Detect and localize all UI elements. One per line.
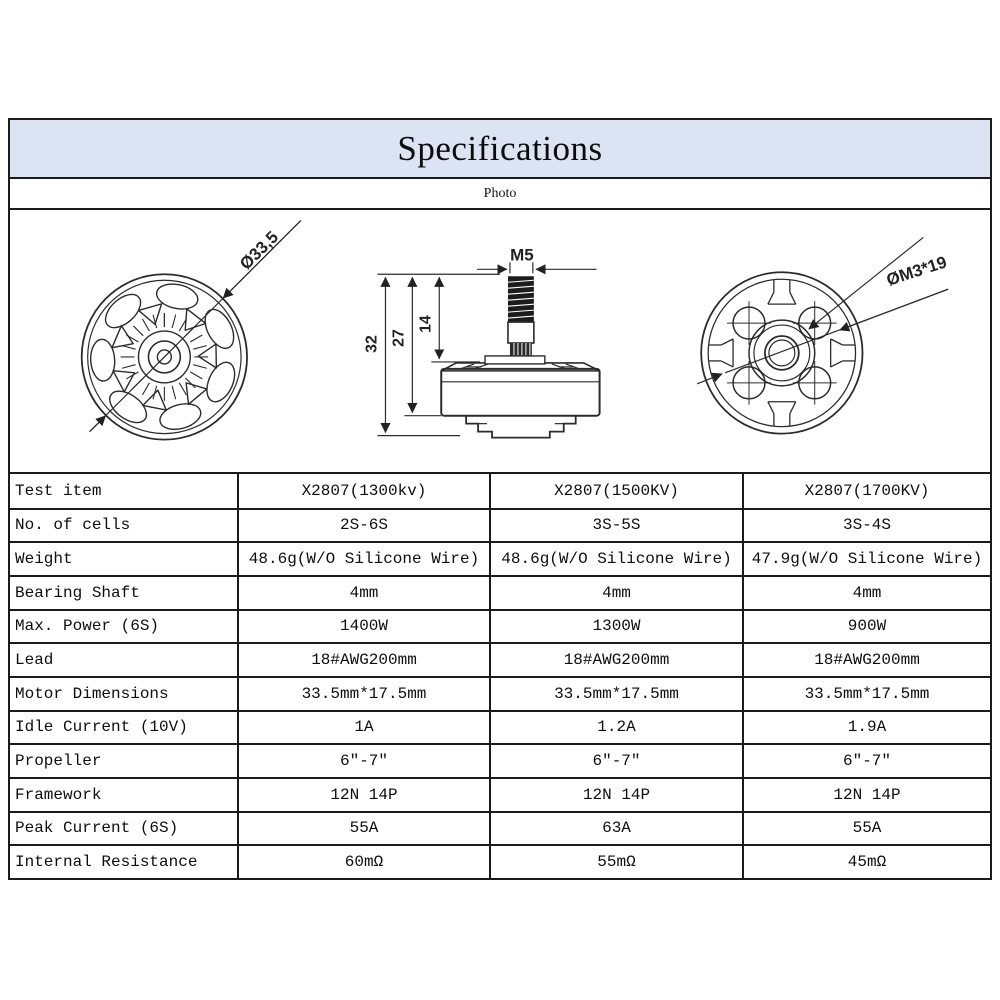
sheet-title-text: Specifications — [397, 128, 603, 168]
spec-cell: 6″-7″ — [742, 745, 990, 777]
spec-row-label: Propeller — [15, 752, 102, 771]
sheet-title — [10, 120, 990, 179]
spec-cell: 12N 14P — [237, 779, 489, 811]
spec-cell: 1.9A — [742, 712, 990, 744]
spec-cell: 1400W — [237, 611, 489, 643]
spec-table-row — [10, 642, 990, 676]
spec-cell: 47.9g(W/O Silicone Wire) — [742, 543, 990, 575]
spec-row-label: Weight — [15, 550, 73, 569]
spec-sheet — [8, 118, 992, 880]
spec-row-label: No. of cells — [15, 516, 131, 535]
spec-cell: 55A — [237, 813, 489, 845]
spec-table-body — [10, 474, 990, 878]
spec-table-row — [10, 609, 990, 643]
spec-cell: 1A — [237, 712, 489, 744]
spec-table-row — [10, 575, 990, 609]
spec-cell: 33.5mm*17.5mm — [237, 678, 489, 710]
spec-row-label: Motor Dimensions — [15, 684, 169, 703]
spec-table-row — [10, 777, 990, 811]
side-height-27-label: 27 — [390, 329, 408, 347]
spec-cell: X2807(1700KV) — [742, 474, 990, 508]
back-mount-label: ØM3*19 — [884, 252, 950, 290]
side-shaft-14-label: 14 — [417, 315, 435, 333]
spec-cell: X2807(1500KV) — [489, 474, 742, 508]
spec-row-label: Peak Current (6S) — [15, 819, 179, 838]
spec-table-row — [10, 541, 990, 575]
spec-cell: 900W — [742, 611, 990, 643]
spec-cell: 6″-7″ — [489, 745, 742, 777]
spec-cell: 55mΩ — [489, 846, 742, 878]
spec-table-row — [10, 474, 990, 508]
spec-cell: 2S-6S — [237, 510, 489, 542]
spec-table-row — [10, 508, 990, 542]
spec-cell: X2807(1300kv) — [237, 474, 489, 508]
spec-cell: 45mΩ — [742, 846, 990, 878]
back-view-drawing — [697, 237, 949, 433]
spec-table-row — [10, 844, 990, 878]
spec-cell: 63A — [489, 813, 742, 845]
spec-table-row — [10, 676, 990, 710]
spec-row-label: Lead — [15, 651, 54, 670]
spec-cell: 4mm — [489, 577, 742, 609]
spec-row-label: Max. Power (6S) — [15, 617, 160, 636]
spec-table-row — [10, 811, 990, 845]
spec-cell: 18#AWG200mm — [237, 644, 489, 676]
spec-cell: 18#AWG200mm — [742, 644, 990, 676]
spec-cell: 3S-5S — [489, 510, 742, 542]
spec-row-label: Test item — [15, 481, 102, 500]
spec-cell: 33.5mm*17.5mm — [489, 678, 742, 710]
side-view-m5-dimension — [477, 262, 597, 273]
spec-cell: 3S-4S — [742, 510, 990, 542]
side-m5-label: M5 — [510, 245, 534, 265]
photo-label: Photo — [483, 185, 517, 201]
spec-row-label: Idle Current (10V) — [15, 718, 188, 737]
spec-cell: 4mm — [237, 577, 489, 609]
side-view-height-dimensions — [378, 274, 501, 435]
back-view-dimension — [697, 237, 948, 383]
spec-row-label: Framework — [15, 785, 102, 804]
spec-table-row — [10, 743, 990, 777]
side-height-32-label: 32 — [363, 335, 381, 353]
technical-drawings — [10, 210, 990, 474]
spec-cell: 6″-7″ — [237, 745, 489, 777]
spec-cell: 1.2A — [489, 712, 742, 744]
spec-cell: 33.5mm*17.5mm — [742, 678, 990, 710]
spec-cell: 55A — [742, 813, 990, 845]
spec-cell: 48.6g(W/O Silicone Wire) — [237, 543, 489, 575]
spec-row-label: Bearing Shaft — [15, 583, 140, 602]
front-diameter-label: Ø33,5 — [236, 227, 283, 274]
photo-section-header — [10, 179, 990, 210]
spec-cell: 48.6g(W/O Silicone Wire) — [489, 543, 742, 575]
spec-row-label: Internal Resistance — [15, 853, 198, 872]
motor-drawings-svg — [10, 210, 990, 472]
spec-cell: 12N 14P — [742, 779, 990, 811]
spec-cell: 12N 14P — [489, 779, 742, 811]
front-view-drawing — [82, 220, 301, 439]
side-view-drawing — [364, 245, 600, 437]
spec-cell: 60mΩ — [237, 846, 489, 878]
spec-cell: 18#AWG200mm — [489, 644, 742, 676]
spec-cell: 1300W — [489, 611, 742, 643]
spec-cell: 4mm — [742, 577, 990, 609]
spec-table-row — [10, 710, 990, 744]
